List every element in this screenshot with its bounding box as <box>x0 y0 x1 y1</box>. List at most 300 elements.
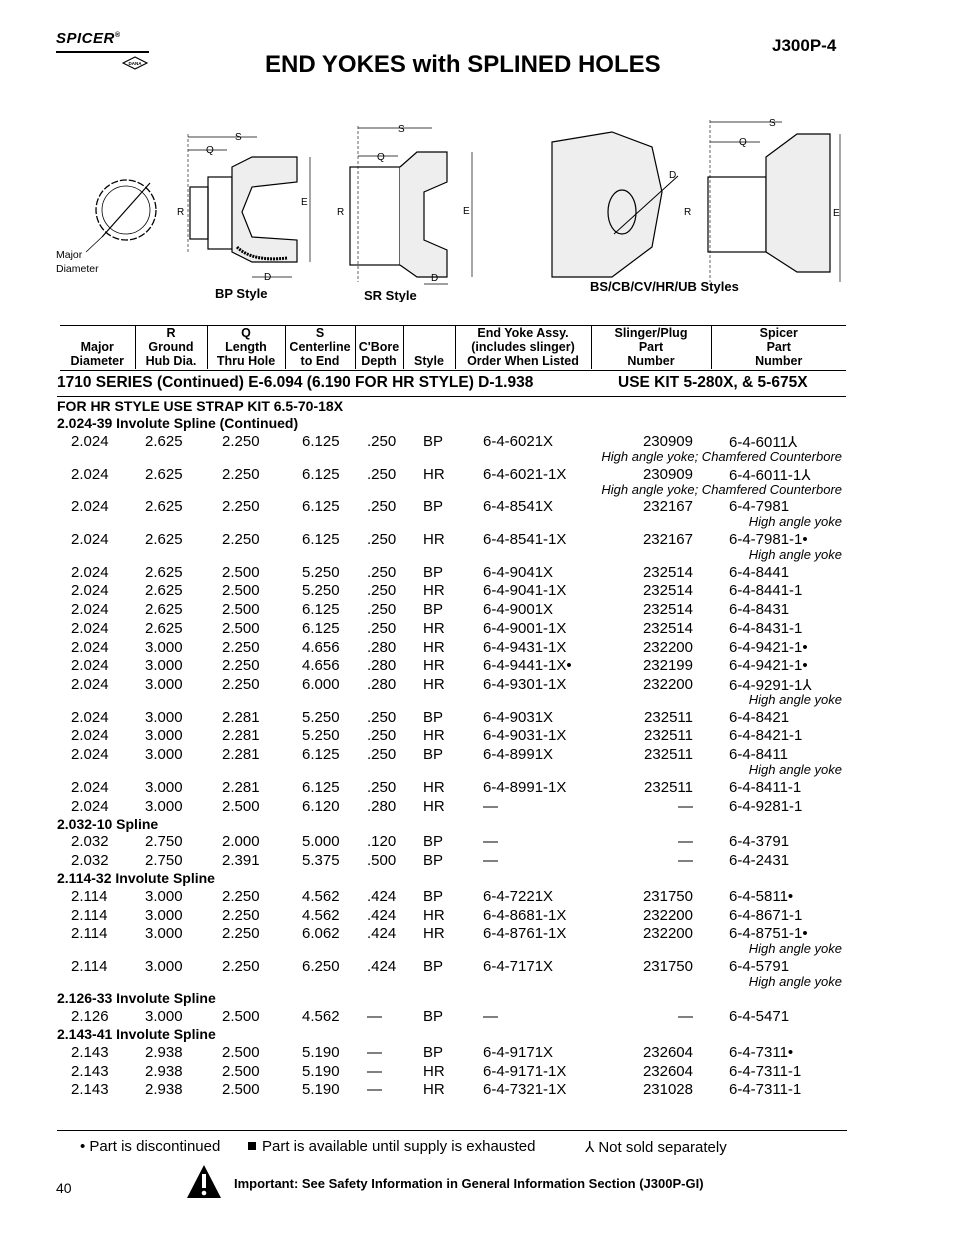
bs-style-label: BS/CB/CV/HR/UB Styles <box>590 279 739 294</box>
row-note: High angle yoke <box>748 514 842 529</box>
cell-s: 4.562 <box>302 888 340 905</box>
cell-s: 6.125 <box>302 531 340 548</box>
cell-s: 4.656 <box>302 657 340 674</box>
cell-cbore: .250 <box>367 531 397 548</box>
table-row <box>0 657 954 675</box>
table-row <box>0 1044 954 1062</box>
col-r-hub-dia: R Ground Hub Dia. <box>135 326 207 370</box>
svg-text:R: R <box>337 207 345 218</box>
cell-r: 2.625 <box>145 582 183 599</box>
cell-style: HR <box>423 657 445 674</box>
cell-cbore: .250 <box>367 746 397 763</box>
svg-text:S: S <box>769 118 776 129</box>
cell-style: HR <box>423 531 445 548</box>
col-q-length: Q Length Thru Hole <box>207 326 285 370</box>
cell-r: 2.938 <box>145 1081 183 1098</box>
cell-cbore: .250 <box>367 564 397 581</box>
cell-cbore: .280 <box>367 657 397 674</box>
cell-q: 2.500 <box>222 620 260 637</box>
cell-major: 2.024 <box>71 798 109 815</box>
cell-assy: 6-4-8991X <box>483 746 554 763</box>
series-kit: USE KIT 5-280X, & 5-675X <box>618 374 808 391</box>
cell-major: 2.024 <box>71 466 109 483</box>
cell-assy: 6-4-9001X <box>483 601 554 618</box>
legend-divider <box>57 1130 847 1131</box>
table-row <box>0 601 954 619</box>
series-title: 1710 SERIES (Continued) E-6.094 (6.190 FOR HR STYLE) D-1.938 <box>57 374 534 391</box>
table-row <box>0 727 954 745</box>
cell-r: 2.750 <box>145 852 183 869</box>
cell-s: 6.125 <box>302 779 340 796</box>
cell-q: 2.250 <box>222 531 260 548</box>
cell-slinger: 232200 <box>642 925 693 942</box>
section-heading: 2.114-32 Involute Spline <box>57 870 215 886</box>
cell-style: BP <box>423 833 444 850</box>
cell-q: 2.250 <box>222 466 260 483</box>
cell-r: 2.625 <box>145 498 183 515</box>
cell-spicer: 6-4-8421-1 <box>729 727 803 744</box>
yoke-figures <box>52 112 852 302</box>
cell-style: HR <box>423 582 445 599</box>
cell-r: 2.625 <box>145 564 183 581</box>
cell-spicer: 6-4-7981 <box>729 498 790 515</box>
cell-q: 2.250 <box>222 958 260 975</box>
row-note: High angle yoke <box>748 762 842 777</box>
cell-assy: 6-4-9431-1X <box>483 639 567 656</box>
cell-assy: 6-4-8541-1X <box>483 531 567 548</box>
cell-style: BP <box>423 433 444 450</box>
table-row <box>0 907 954 925</box>
cell-major: 2.143 <box>71 1081 109 1098</box>
column-header-table <box>60 325 846 369</box>
table-row <box>0 639 954 657</box>
cell-spicer: 6-4-7311-1 <box>729 1063 802 1080</box>
section-heading: FOR HR STYLE USE STRAP KIT 6.5-70-18X <box>57 398 344 414</box>
cell-cbore: .280 <box>367 639 397 656</box>
cell-spicer: 6-4-5811• <box>729 888 794 905</box>
cell-s: 5.190 <box>302 1063 340 1080</box>
legend-supply-exhausted: Part is available until supply is exhausted <box>248 1138 536 1155</box>
cell-r: 2.938 <box>145 1044 183 1061</box>
cell-major: 2.143 <box>71 1044 109 1061</box>
cell-spicer: 6-4-8421 <box>729 709 790 726</box>
cell-cbore: — <box>367 1081 382 1098</box>
table-row <box>0 852 954 870</box>
cell-cbore: .250 <box>367 498 397 515</box>
cell-assy: 6-4-7221X <box>483 888 554 905</box>
table-row <box>0 833 954 851</box>
cell-r: 3.000 <box>145 657 183 674</box>
cell-major: 2.024 <box>71 676 109 693</box>
cell-assy: — <box>483 833 498 850</box>
cell-spicer: 6-4-8411 <box>729 746 788 763</box>
cell-assy: 6-4-8991-1X <box>483 779 567 796</box>
cell-slinger: 232604 <box>642 1063 693 1080</box>
cell-cbore: .424 <box>367 925 397 942</box>
cell-r: 2.625 <box>145 620 183 637</box>
cell-r: 3.000 <box>145 1008 183 1025</box>
cell-style: HR <box>423 620 445 637</box>
col-cbore-depth: C'Bore Depth <box>355 326 403 370</box>
cell-q: 2.281 <box>222 709 260 726</box>
svg-text:D: D <box>264 272 272 283</box>
svg-text:Q: Q <box>739 137 747 148</box>
cell-spicer: 6-4-8411-1 <box>729 779 802 796</box>
cell-assy: 6-4-8541X <box>483 498 554 515</box>
cell-r: 3.000 <box>145 925 183 942</box>
cell-r: 2.625 <box>145 466 183 483</box>
bs-style-figure <box>552 118 840 294</box>
cell-r: 3.000 <box>145 958 183 975</box>
cell-cbore: — <box>367 1063 382 1080</box>
cell-spicer: 6-4-5471 <box>729 1008 790 1025</box>
cell-style: BP <box>423 1008 444 1025</box>
cell-slinger: 232200 <box>642 676 693 693</box>
cell-style: HR <box>423 925 445 942</box>
safety-notice: Important: See Safety Information in General Information Section (J300P-GI) <box>234 1176 704 1191</box>
row-note: High angle yoke <box>748 974 842 989</box>
cell-q: 2.250 <box>222 657 260 674</box>
cell-cbore: .250 <box>367 709 397 726</box>
cell-s: 6.125 <box>302 746 340 763</box>
cell-q: 2.250 <box>222 925 260 942</box>
cell-slinger: — <box>678 833 693 850</box>
cell-style: HR <box>423 907 445 924</box>
cell-s: 5.250 <box>302 727 340 744</box>
cell-q: 2.250 <box>222 907 260 924</box>
cell-spicer: 6-4-9421-1• <box>729 639 808 656</box>
section-heading: 2.143-41 Involute Spline <box>57 1026 216 1042</box>
svg-text:E: E <box>833 208 840 219</box>
spicer-logo: SPICER® <box>56 30 121 47</box>
cell-s: 4.656 <box>302 639 340 656</box>
cell-r: 2.938 <box>145 1063 183 1080</box>
header-divider <box>60 370 846 371</box>
cell-style: HR <box>423 1063 445 1080</box>
cell-s: 5.250 <box>302 709 340 726</box>
cell-cbore: .250 <box>367 466 397 483</box>
cell-q: 2.281 <box>222 746 260 763</box>
cell-cbore: .250 <box>367 727 397 744</box>
cell-q: 2.500 <box>222 601 260 618</box>
col-slinger-plug: Slinger/Plug Part Number <box>591 326 711 370</box>
cell-s: 5.375 <box>302 852 340 869</box>
cell-cbore: .250 <box>367 779 397 796</box>
cell-spicer: 6-4-9281-1 <box>729 798 803 815</box>
cell-q: 2.500 <box>222 798 260 815</box>
cell-major: 2.114 <box>71 925 108 942</box>
cell-style: BP <box>423 709 444 726</box>
series-divider <box>57 396 846 397</box>
cell-style: HR <box>423 727 445 744</box>
table-row <box>0 888 954 906</box>
cell-assy: 6-4-7171X <box>483 958 554 975</box>
section-heading: 2.032-10 Spline <box>57 816 159 832</box>
cell-cbore: .500 <box>367 852 397 869</box>
cell-q: 2.500 <box>222 582 260 599</box>
cell-slinger: 232604 <box>642 1044 693 1061</box>
cell-s: 6.000 <box>302 676 340 693</box>
cell-r: 3.000 <box>145 676 183 693</box>
table-row <box>0 779 954 797</box>
cell-r: 3.000 <box>145 746 183 763</box>
cell-slinger: 232511 <box>644 709 693 726</box>
svg-text:E: E <box>463 206 470 217</box>
cell-spicer: 6-4-8671-1 <box>729 907 803 924</box>
cell-q: 2.500 <box>222 1081 260 1098</box>
cell-slinger: 230909 <box>642 433 693 450</box>
cell-spicer: 6-4-6011-1⅄ <box>729 467 811 484</box>
cell-spicer: 6-4-7311-1 <box>729 1081 802 1098</box>
cell-assy: — <box>483 852 498 869</box>
cell-major: 2.024 <box>71 709 109 726</box>
cell-style: BP <box>423 601 444 618</box>
sr-style-figure <box>337 124 472 302</box>
cell-q: 2.000 <box>222 833 260 850</box>
cell-assy: 6-4-9171X <box>483 1044 554 1061</box>
cell-s: 6.125 <box>302 601 340 618</box>
cell-spicer: 6-4-7981-1• <box>729 531 808 548</box>
cell-slinger: 232200 <box>642 907 693 924</box>
cell-cbore: .424 <box>367 888 397 905</box>
row-note: High angle yoke <box>748 547 842 562</box>
cell-cbore: .424 <box>367 907 397 924</box>
cell-cbore: .250 <box>367 582 397 599</box>
cell-spicer: 6-4-6011⅄ <box>729 434 798 451</box>
cell-q: 2.500 <box>222 1044 260 1061</box>
cell-cbore: .280 <box>367 798 397 815</box>
cell-style: BP <box>423 852 444 869</box>
cell-cbore: .250 <box>367 433 397 450</box>
cell-slinger: 232514 <box>642 601 693 618</box>
svg-text:D: D <box>431 273 439 284</box>
svg-text:R: R <box>177 207 185 218</box>
svg-text:Diameter: Diameter <box>56 263 99 275</box>
svg-text:S: S <box>398 124 405 135</box>
bp-style-figure <box>177 132 310 301</box>
cell-slinger: 231750 <box>642 888 693 905</box>
cell-r: 3.000 <box>145 727 183 744</box>
square-bullet-icon <box>248 1142 256 1150</box>
cell-q: 2.250 <box>222 498 260 515</box>
cell-spicer: 6-4-8431-1 <box>729 620 803 637</box>
col-style: Style <box>403 326 455 370</box>
cell-major: 2.024 <box>71 564 109 581</box>
cell-slinger: 232200 <box>642 639 693 656</box>
cell-assy: — <box>483 1008 498 1025</box>
cell-s: 6.125 <box>302 498 340 515</box>
cell-major: 2.024 <box>71 601 109 618</box>
cell-style: HR <box>423 676 445 693</box>
cell-style: HR <box>423 639 445 656</box>
cell-style: HR <box>423 798 445 815</box>
cell-assy: 6-4-9171-1X <box>483 1063 567 1080</box>
cell-s: 6.250 <box>302 958 340 975</box>
page-title: END YOKES with SPLINED HOLES <box>265 51 661 78</box>
cell-assy: — <box>483 798 498 815</box>
cell-assy: 6-4-6021X <box>483 433 554 450</box>
cell-major: 2.024 <box>71 620 109 637</box>
cell-q: 2.281 <box>222 779 260 796</box>
cell-spicer: 6-4-8751-1• <box>729 925 808 942</box>
cell-style: BP <box>423 746 444 763</box>
cell-q: 2.250 <box>222 433 260 450</box>
svg-text:E: E <box>301 197 308 208</box>
cell-assy: 6-4-9041X <box>483 564 554 581</box>
cell-q: 2.391 <box>222 852 260 869</box>
cell-slinger: 232511 <box>644 727 693 744</box>
cell-slinger: 232199 <box>642 657 693 674</box>
cell-slinger: 232514 <box>642 564 693 581</box>
cell-r: 3.000 <box>145 639 183 656</box>
cell-major: 2.024 <box>71 727 109 744</box>
cell-style: BP <box>423 564 444 581</box>
cell-q: 2.500 <box>222 1063 260 1080</box>
cell-q: 2.250 <box>222 639 260 656</box>
cell-major: 2.032 <box>71 852 109 869</box>
cell-slinger: 232514 <box>642 620 693 637</box>
cell-s: 4.562 <box>302 1008 340 1025</box>
cell-slinger: 231750 <box>642 958 693 975</box>
cell-spicer: 6-4-9291-1⅄ <box>729 677 812 694</box>
cell-slinger: 232167 <box>642 531 693 548</box>
cell-major: 2.024 <box>71 498 109 515</box>
legend-not-sold: ⅄ Not sold separately <box>585 1139 727 1156</box>
cell-q: 2.281 <box>222 727 260 744</box>
cell-cbore: .250 <box>367 620 397 637</box>
cell-assy: 6-4-6021-1X <box>483 466 567 483</box>
cell-q: 2.500 <box>222 564 260 581</box>
cell-major: 2.024 <box>71 657 109 674</box>
cell-major: 2.114 <box>71 907 108 924</box>
cell-slinger: 230909 <box>642 466 693 483</box>
cell-r: 3.000 <box>145 798 183 815</box>
cell-major: 2.024 <box>71 639 109 656</box>
cell-spicer: 6-4-5791 <box>729 958 790 975</box>
cell-q: 2.250 <box>222 888 260 905</box>
cell-s: 6.120 <box>302 798 340 815</box>
cell-assy: 6-4-8681-1X <box>483 907 567 924</box>
cell-spicer: 6-4-8441-1 <box>729 582 803 599</box>
cell-spicer: 6-4-3791 <box>729 833 790 850</box>
cell-slinger: — <box>678 852 693 869</box>
row-note: High angle yoke <box>748 692 842 707</box>
cell-spicer: 6-4-7311• <box>729 1044 794 1061</box>
cell-assy: 6-4-9031-1X <box>483 727 567 744</box>
row-note: High angle yoke; Chamfered Counterbore <box>601 482 842 497</box>
cell-major: 2.024 <box>71 746 109 763</box>
svg-text:DANA: DANA <box>128 61 142 66</box>
cell-style: BP <box>423 498 444 515</box>
cell-spicer: 6-4-8431 <box>729 601 790 618</box>
document-number: J300P-4 <box>772 36 837 55</box>
major-diameter-label: Major <box>56 249 83 261</box>
cell-s: 6.125 <box>302 620 340 637</box>
cell-assy: 6-4-7321-1X <box>483 1081 567 1098</box>
cell-cbore: .424 <box>367 958 397 975</box>
table-row <box>0 798 954 816</box>
dana-logo-icon <box>122 56 148 70</box>
cell-assy: 6-4-9041-1X <box>483 582 567 599</box>
cell-major: 2.024 <box>71 582 109 599</box>
svg-text:R: R <box>684 207 692 218</box>
table-row <box>0 1008 954 1026</box>
cell-style: BP <box>423 1044 444 1061</box>
cell-slinger: — <box>678 1008 693 1025</box>
svg-text:S: S <box>235 132 242 143</box>
table-row <box>0 709 954 727</box>
cell-s: 5.250 <box>302 582 340 599</box>
cell-cbore: — <box>367 1044 382 1061</box>
cell-slinger: 232511 <box>644 746 693 763</box>
cell-assy: 6-4-9441-1X• <box>483 657 572 674</box>
cell-style: BP <box>423 958 444 975</box>
cell-s: 6.125 <box>302 433 340 450</box>
cell-style: BP <box>423 888 444 905</box>
cell-style: HR <box>423 1081 445 1098</box>
cell-r: 2.750 <box>145 833 183 850</box>
cell-q: 2.250 <box>222 676 260 693</box>
col-s-centerline: S Centerline to End <box>285 326 355 370</box>
cell-cbore: .250 <box>367 601 397 618</box>
svg-text:Q: Q <box>377 152 385 163</box>
cell-s: 6.125 <box>302 466 340 483</box>
section-heading: 2.024-39 Involute Spline (Continued) <box>57 415 299 431</box>
cell-assy: 6-4-9031X <box>483 709 554 726</box>
cell-major: 2.114 <box>71 958 108 975</box>
cell-s: 4.562 <box>302 907 340 924</box>
cell-spicer: 6-4-8441 <box>729 564 790 581</box>
cell-assy: 6-4-9001-1X <box>483 620 567 637</box>
cell-cbore: — <box>367 1008 382 1025</box>
cell-r: 3.000 <box>145 907 183 924</box>
cell-slinger: 232167 <box>642 498 693 515</box>
cell-assy: 6-4-8761-1X <box>483 925 567 942</box>
row-note: High angle yoke <box>748 941 842 956</box>
legend-discontinued: • Part is discontinued <box>80 1138 221 1155</box>
cell-q: 2.500 <box>222 1008 260 1025</box>
logo-underline <box>56 51 149 53</box>
cell-slinger: 232514 <box>642 582 693 599</box>
table-row <box>0 582 954 600</box>
col-spicer-part: Spicer Part Number <box>711 326 846 370</box>
cell-slinger: 231028 <box>642 1081 693 1098</box>
col-end-yoke-assy: End Yoke Assy. (includes slinger) Order When Listed <box>455 326 591 370</box>
cell-r: 2.625 <box>145 531 183 548</box>
sr-style-label: SR Style <box>364 288 417 302</box>
cell-major: 2.114 <box>71 888 108 905</box>
bp-style-label: BP Style <box>215 286 268 301</box>
warning-icon <box>185 1163 223 1201</box>
cell-r: 3.000 <box>145 709 183 726</box>
spline-diameter-figure <box>56 180 156 275</box>
cell-r: 2.625 <box>145 433 183 450</box>
cell-major: 2.032 <box>71 833 109 850</box>
cell-major: 2.024 <box>71 531 109 548</box>
cell-style: HR <box>423 779 445 796</box>
row-note: High angle yoke; Chamfered Counterbore <box>601 449 842 464</box>
cell-major: 2.024 <box>71 779 109 796</box>
cell-major: 2.126 <box>71 1008 109 1025</box>
cell-major: 2.143 <box>71 1063 109 1080</box>
svg-text:Q: Q <box>206 145 214 156</box>
page-number: 40 <box>56 1180 72 1196</box>
col-major-diameter: Major Diameter <box>60 326 135 370</box>
cell-spicer: 6-4-9421-1• <box>729 657 808 674</box>
table-row <box>0 1063 954 1081</box>
cell-s: 5.190 <box>302 1081 340 1098</box>
cell-s: 5.000 <box>302 833 340 850</box>
